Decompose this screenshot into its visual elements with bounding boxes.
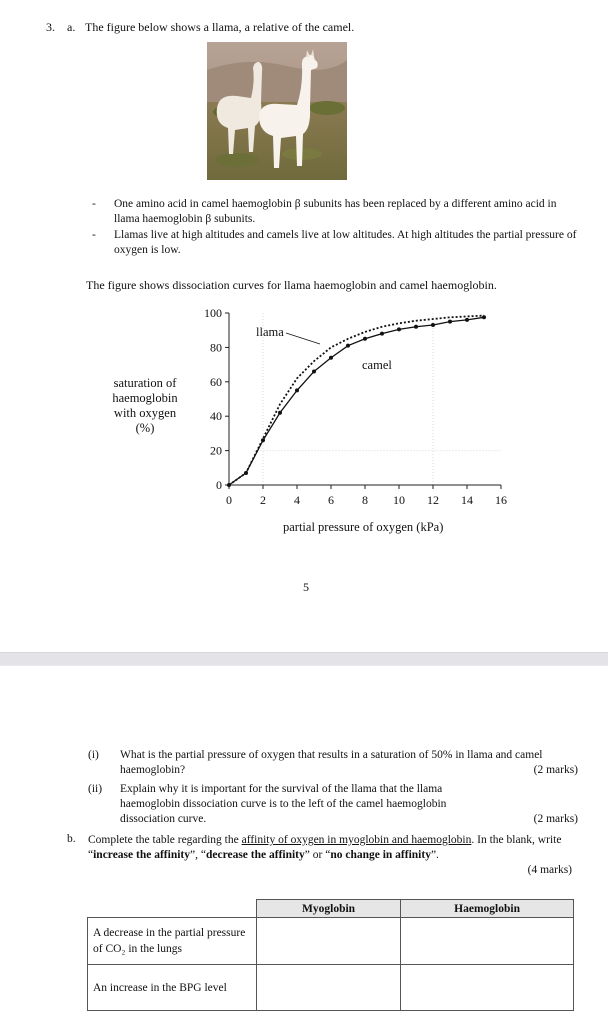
row-label: A decrease in the partial pressure of CO₂ in the lungs: [88, 918, 257, 965]
row-label: An increase in the BPG level: [88, 965, 257, 1011]
data-point-camel: [329, 356, 333, 360]
x-tick-label: 12: [427, 493, 439, 507]
data-point-camel: [448, 320, 452, 324]
data-point-camel: [414, 325, 418, 329]
header-myoglobin: Myoglobin: [257, 900, 401, 918]
chart-svg: [190, 300, 530, 540]
data-point-camel: [244, 471, 248, 475]
x-tick-label: 2: [260, 493, 266, 507]
question-number: 3.: [46, 20, 55, 34]
subquestion-i: (i) What is the partial pressure of oxygen that results in a saturation of 50% in llama and camel haemoglobin? (2 marks): [88, 749, 578, 776]
llama-photo: [207, 42, 347, 180]
part-b-text: Complete the table regarding the affinity of oxygen in myoglobin and haemoglobin. In the blank, write “increase the affinity”, “decrease the affinity” or “no change in affinity”. (4 marks): [88, 834, 572, 876]
y-tick-label: 80: [210, 340, 222, 355]
y-tick-label: 60: [210, 374, 222, 389]
question-intro: The figure below shows a llama, a relative of the camel.: [85, 20, 355, 34]
y-tick-label: 20: [210, 443, 222, 458]
table-header-row: [88, 900, 574, 918]
x-axis-label: partial pressure of oxygen (kPa): [283, 520, 444, 534]
figure-caption: The figure shows dissociation curves for llama haemoglobin and camel haemoglobin.: [86, 278, 497, 292]
annotation-camel: camel: [362, 358, 392, 372]
part-b-letter: b.: [67, 833, 76, 845]
data-point-camel: [295, 388, 299, 392]
data-point-camel: [346, 344, 350, 348]
page-number: 5: [303, 580, 309, 594]
dissociation-chart: [190, 300, 530, 540]
y-tick-label: 0: [216, 478, 222, 492]
header-haemoglobin: Haemoglobin: [401, 900, 574, 918]
data-point-camel: [312, 369, 316, 373]
data-point-camel: [482, 315, 486, 319]
y-axis-label: saturation of haemoglobin with oxygen (%): [112, 376, 178, 435]
part-a-letter: a.: [67, 20, 76, 34]
table-row: [88, 918, 574, 965]
data-point-camel: [380, 332, 384, 336]
x-tick-label: 16: [495, 493, 507, 507]
answer-cell-haemoglobin[interactable]: [401, 965, 574, 1011]
bullet-item: - One amino acid in camel haemoglobin β subunits has been replaced by a different amino acid in llama haemoglobin β subunits.: [92, 198, 557, 225]
series-line-camel: [229, 317, 484, 485]
data-point-camel: [363, 337, 367, 341]
series-line-llama: [229, 316, 484, 485]
x-tick-label: 10: [393, 493, 405, 507]
answer-cell-myoglobin[interactable]: [257, 965, 401, 1011]
answer-cell-haemoglobin[interactable]: [401, 918, 574, 965]
data-point-camel: [465, 318, 469, 322]
answer-cell-myoglobin[interactable]: [257, 918, 401, 965]
subquestion-ii: (ii) Explain why it is important for the survival of the llama that the llama haemoglobin dissociation curve is to the left of the camel haemoglobin dissociation curve. (2 marks): [88, 783, 578, 825]
x-tick-label: 6: [328, 493, 334, 507]
part-b-marks: (4 marks): [527, 864, 572, 876]
annotation-llama: llama: [256, 325, 284, 339]
x-tick-label: 4: [294, 493, 300, 507]
x-tick-label: 0: [226, 493, 232, 507]
data-point-camel: [431, 323, 435, 327]
affinity-table: [87, 899, 574, 1011]
data-point-camel: [227, 483, 231, 487]
annotation-llama-leader: [286, 333, 320, 344]
data-point-camel: [397, 327, 401, 331]
table-row: [88, 965, 574, 1011]
data-point-camel: [278, 411, 282, 415]
page-break: [0, 652, 608, 666]
bullet-item: - Llamas live at high altitudes and camels live at low altitudes. At high altitudes the partial pressure of oxygen is low.: [92, 229, 577, 256]
x-tick-label: 14: [461, 493, 473, 507]
data-point-camel: [261, 438, 265, 442]
y-tick-label: 100: [204, 306, 222, 320]
x-tick-label: 8: [362, 493, 368, 507]
y-tick-label: 40: [210, 409, 222, 424]
bullet-list: [92, 197, 582, 259]
